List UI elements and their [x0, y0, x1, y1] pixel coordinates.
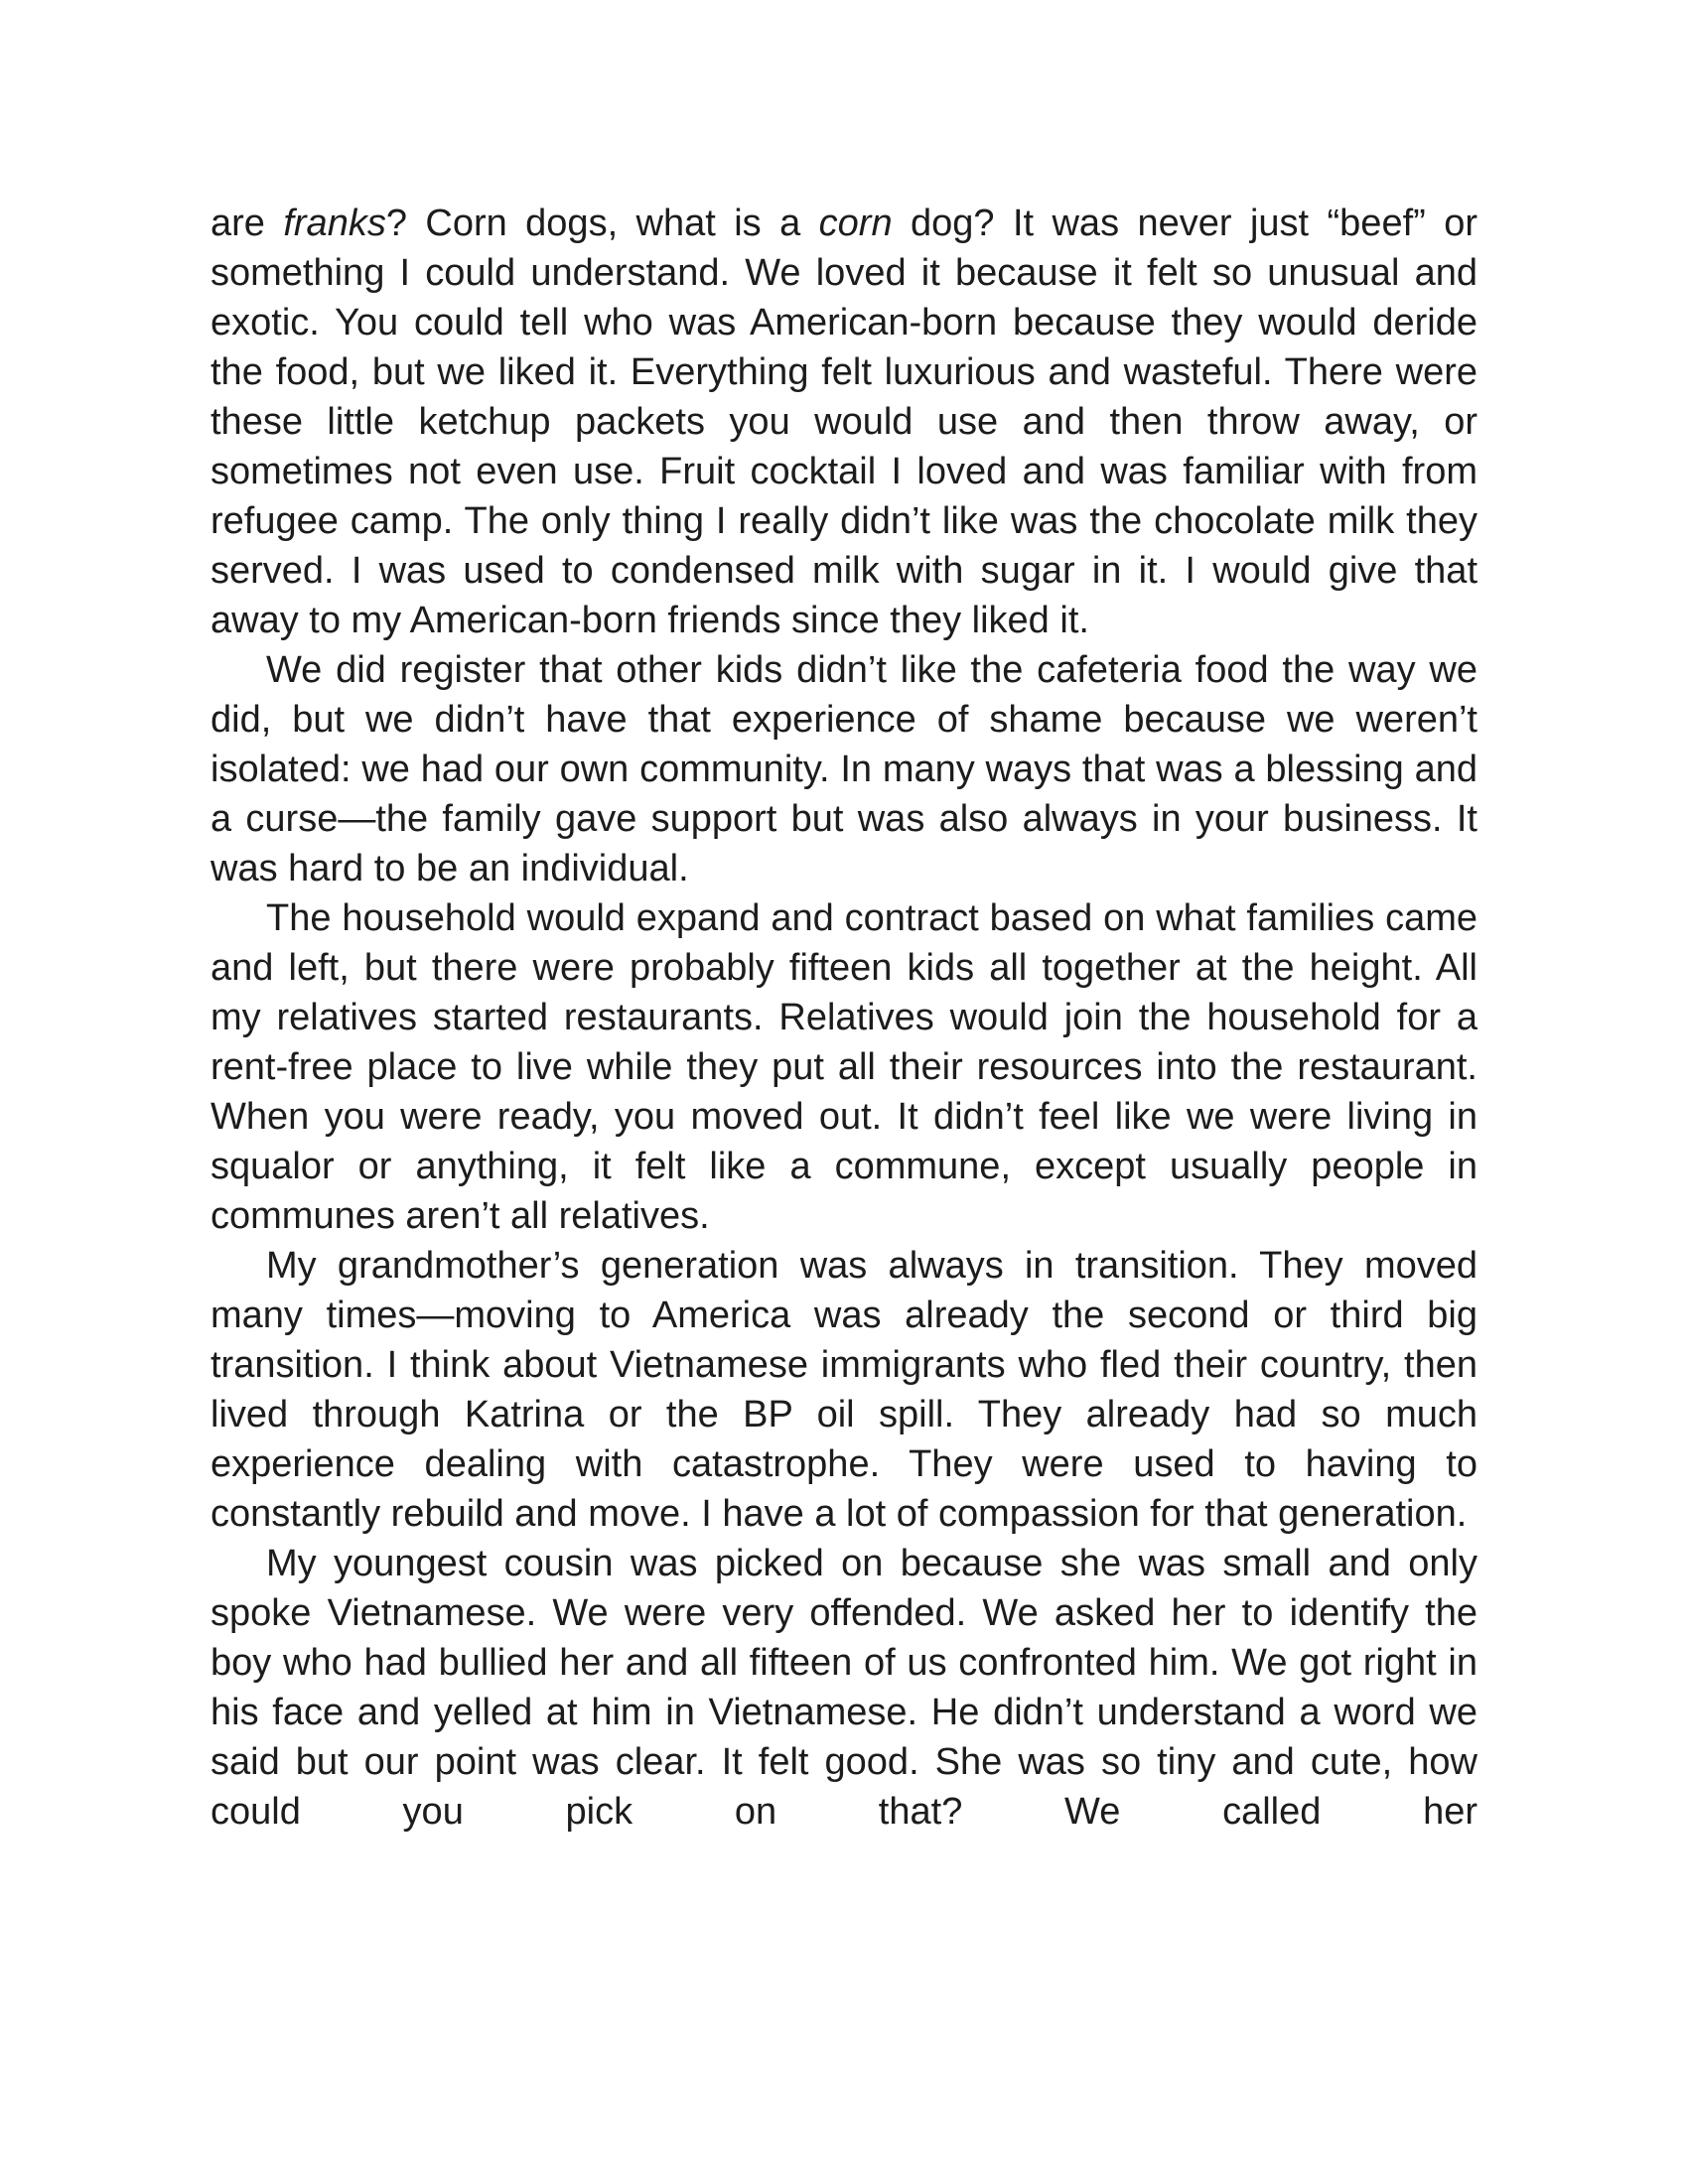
- text-run: My youngest cousin was picked on because she was small and only spoke Vietnamese. We were very offended. We asked her to identify the boy who had bullied her and all fifteen of us confronted him. We got right in his face and yelled at him in Vietnamese. He didn’t understand a word we said but our point was clear. It felt good. She was so tiny and cute, how could you pick on that? We called her: [211, 1543, 1477, 1833]
- paragraph-1: [211, 199, 1477, 645]
- text-run: The household would expand and contract based on what families came and left, but there were probably fifteen kids all together at the height. All my relatives started restaurants. Relatives would join the household for a rent-free place to live while they put all their resources into the restaurant. When you were ready, you moved out. It didn’t feel like we were living in squalor or anything, it felt like a commune, except usually people in communes aren’t all relatives.: [211, 897, 1477, 1237]
- italic-text-run: corn: [818, 203, 893, 244]
- page-body: [211, 199, 1477, 1837]
- paragraph-2: [211, 645, 1477, 893]
- paragraph-3: [211, 893, 1477, 1241]
- text-run: My grandmother’s generation was always in transition. They moved many times—moving to America was already the second or third big transition. I think about Vietnamese immigrants who fled their country, then lived through Katrina or the BP oil spill. They already had so much experience dealing with catastrophe. They were used to having to constantly rebuild and move. I have a lot of compassion for that generation.: [211, 1245, 1477, 1535]
- text-run: ? Corn dogs, what is a: [385, 203, 819, 244]
- paragraph-5: [211, 1539, 1477, 1837]
- paragraph-4: [211, 1241, 1477, 1539]
- italic-text-run: franks: [283, 203, 386, 244]
- text-run: dog? It was never just “beef” or something I could understand. We loved it because it felt so unusual and exotic. You could tell who was American-born because they would deride the food, but we liked it. Everything felt luxurious and wasteful. There were these little ketchup packets you would use and then throw away, or sometimes not even use. Fruit cocktail I loved and was familiar with from refugee camp. The only thing I really didn’t like was the chocolate milk they served. I was used to condensed milk with sugar in it. I would give that away to my American-born friends since they liked it.: [211, 203, 1477, 641]
- text-run: We did register that other kids didn’t like the cafeteria food the way we did, but we didn’t have that experience of shame because we weren’t isolated: we had our own community. In many ways that was a blessing and a curse—the family gave support but was also always in your business. It was hard to be an individual.: [211, 649, 1477, 889]
- text-run: are: [211, 203, 284, 244]
